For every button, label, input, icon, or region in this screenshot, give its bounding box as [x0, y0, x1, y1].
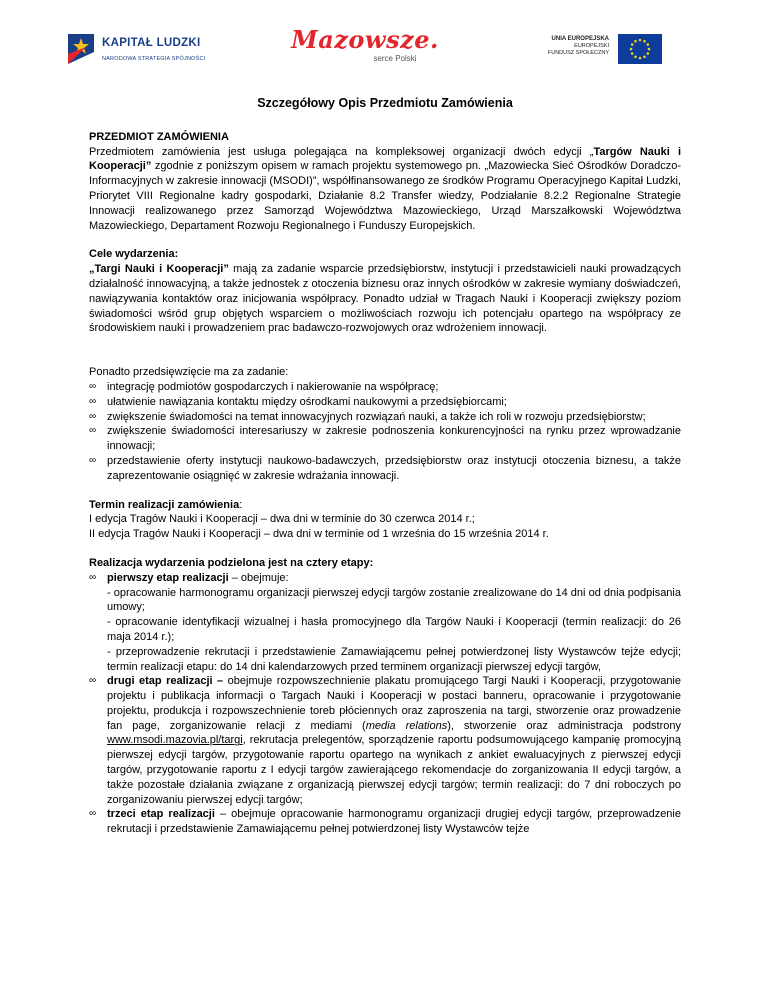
list-item-text: zwiększenie świadomości interesariuszy w zakresie podnoszenia konkurencyjności na rynku przez wprowadzanie innowacji;: [107, 425, 681, 453]
mazowsze-logo: [285, 26, 445, 70]
text-run-bold: drugi etap realizacji –: [107, 675, 224, 688]
text-run-bold: pierwszy etap realizacji: [107, 571, 229, 584]
spacer: [89, 484, 681, 498]
text-run: Przedmiotem zamówienia jest usługa polegająca na kompleksowej organizacji dwóch edycji „: [89, 145, 594, 158]
section-heading-przedmiot: PRZEDMIOT ZAMÓWIENIA: [89, 130, 229, 143]
etap-1-lead: [107, 571, 681, 586]
eu-line3: FUNDUSZ SPOŁECZNY: [547, 50, 609, 56]
list-item-etap-1: [89, 571, 681, 675]
list-item-text: integrację podmiotów gospodarczych i nakierowanie na współpracę;: [107, 380, 439, 393]
list-item: [89, 380, 681, 395]
list-item: [89, 454, 681, 484]
section-paragraph-przedmiot: [89, 145, 681, 234]
bullet-icon: ∞: [89, 808, 97, 820]
kapital-ludzki-title: KAPITAŁ LUDZKI: [102, 37, 201, 49]
section-intro-zadanie: Ponadto przedsięwzięcie ma za zadanie:: [89, 366, 289, 379]
termin-line-1: I edycja Tragów Nauki i Kooperacji – dwa dni w terminie do 30 czerwca 2014 r.;: [89, 513, 475, 526]
mazowsze-wordmark: Mazowsze.: [291, 25, 439, 54]
list-item: [89, 424, 681, 454]
bullet-icon: ∞: [89, 571, 97, 583]
spacer: [89, 336, 681, 365]
list-item-text: zwiększenie świadomości na temat innowacyjnych rozwiązań nauki, a także ich roli w rozwoju przedsiębiorstw;: [107, 410, 646, 423]
text-run: ), stworzenie oraz administracja podstrony: [447, 719, 681, 732]
list-item-etap-3: [89, 807, 681, 837]
text-run: – obejmuje opracowanie harmonogramu organizacji drugiej edycji targów, przeprowadzenie rekrutacji i przedstawienie Zamawiającemu pełnej potwierdzonej listy Wystawców tejże: [107, 808, 681, 836]
kapital-ludzki-subtitle: NARODOWA STRATEGIA SPÓJNOŚCI: [102, 56, 206, 62]
section-heading-termin: [89, 498, 681, 513]
eu-logo: [543, 34, 673, 66]
kapital-ludzki-logo: [66, 30, 236, 66]
section-paragraph-cele: [89, 262, 681, 336]
spacer: [89, 542, 681, 556]
etapy-list: [89, 571, 681, 837]
list-item: [89, 395, 681, 410]
text-run: mają za zadanie wsparcie przedsiębiorstw, instytucji i przedstawicieli nauki prowadzących działalność innowacyjną, a także jednostek z otoczenia biznesu oraz innych ośrodków w zakresie wymiany doświadczeń, nawiązywania kontaktów oraz inicjowania współpracy. Ponadto udział w Tragach Nauki i Kooperacji zwiększy poziom świadomości wśród grup objętych wsparciem o możliwościach rozwoju ich potencjału opartego na współpracy ze środowiskiem nauki i prowadzeniem prac badawczo-rozwojowych oraz wdrożeniem innowacji.: [89, 263, 681, 335]
termin-line-2: II edycja Tragów Nauki i Kooperacji – dwa dni w terminie od 1 września do 15 września 2014 r.: [89, 528, 549, 541]
zadanie-list: [89, 380, 681, 484]
bullet-icon: ∞: [89, 675, 97, 687]
bullet-icon: ∞: [89, 425, 97, 437]
text-run-bold: „Targi Nauki i Kooperacji”: [89, 263, 229, 276]
document-body: [89, 96, 681, 837]
eu-flag-icon: [618, 34, 662, 64]
text-run-italic: media relations: [365, 719, 448, 732]
text-run-bold: Targów Nauki i Kooperacji”: [89, 145, 682, 173]
msodi-link[interactable]: www.msodi.mazovia.pl/targi: [107, 734, 243, 747]
bullet-icon: ∞: [89, 380, 97, 392]
eu-text: [548, 36, 609, 57]
bullet-icon: ∞: [89, 410, 97, 422]
etap-1-subitem: - opracowanie harmonogramu organizacji pierwszej edycji targów zostanie zrealizowane do 14 dni od dnia podpisania umowy;: [107, 586, 681, 614]
kapital-ludzki-star-icon: [66, 30, 96, 66]
mazowsze-tagline: serce Polski: [373, 54, 417, 63]
list-item-text: przedstawienie oferty instytucji naukowo-badawczych, przedsiębiorstw oraz instytucji otoczenia biznesu, a także zaprezentowanie osiągnięć w zakresie wdrażania innowacji.: [107, 454, 681, 482]
text-run: zgodnie z poniższym opisem w ramach projektu systemowego pn. „Mazowiecka Sieć Ośrodków Doradczo-Informacyjnych w zakresie innowacji (MSODI)”, współfinansowanego ze środków Programu Operacyjnego Kapitał Ludzki, Priorytet VIII Regionalne kadry gospodarki, Działanie 8.2 Transfer wiedzy, Podziałanie 8.2.2 Regionalne Strategie Innowacji realizowanego przez Samorząd Województwa Mazowieckiego, Urząd Marszałkowski Województwa Mazowieckiego, Departament Rozwoju Regionalnego i Funduszy Europejskich.: [89, 160, 681, 232]
text-run-bold: Termin realizacji zamówienia: [89, 498, 240, 511]
spacer: [89, 233, 681, 247]
text-run: – obejmuje:: [228, 571, 289, 584]
bullet-icon: ∞: [89, 454, 97, 466]
etap-1-subitem: - opracowanie identyfikacji wizualnej i hasła promocyjnego dla Targów Nauki i Kooperacji (termin realizacji: do 26 maja 2014 r.);: [107, 616, 681, 643]
list-item-text: ułatwienie nawiązania kontaktu między ośrodkami naukowymi a przedsiębiorcami;: [107, 395, 507, 408]
etap-3-text: [107, 807, 681, 837]
text-run: obejmuje rozpowszechnienie plakatu promującego Targi Nauki i Kooperacji, przygotowanie projektu i publikacja informacji o Targach Nauki i Kooperacji w postaci banneru, opracowanie i przygotowanie projektu, produkcja i rozpowszechnienie toreb płóciennych oraz zaproszenia na targi, stworzenie oraz prowadzenie fan page, zorganizowanie relacji z mediami (: [107, 675, 681, 732]
text-run: , rekrutacja prelegentów, sporządzenie raportu podsumowującego kampanię promocyjną pierwszej edycji targów, przygotowanie raportu opartego na wynikach z ankiet ewaluacyjnych z pierwszej edycji targów, przygotowanie raportu z I edycji targów zawierającego rekomendacje do zorganizowania II edycji targów, a także pozostałe działania związane z organizacją pierwszej edycji targów; termin realizacji: do 7 dni roboczych po zorganizowaniu pierwszej edycji targów;: [107, 734, 681, 806]
list-item-etap-2: [89, 674, 681, 807]
etap-2-text: [107, 674, 681, 807]
eu-line1: UNIA EUROPEJSKA: [551, 36, 609, 42]
text-run: :: [239, 498, 243, 511]
etap-1-subitem: - przeprowadzenie rekrutacji i przedstawienie Zamawiającemu pełnej potwierdzonej listy Wystawców tejże edycji; termin realizacji etapu: do 14 dni kalendarzowych przed terminem organizacji pierwszej edycji targów,: [107, 645, 681, 673]
section-heading-cele: Cele wydarzenia:: [89, 248, 179, 261]
text-run-bold: trzeci etap realizacji: [107, 808, 215, 821]
eu-line2: EUROPEJSKI: [574, 43, 609, 49]
document-header: [0, 26, 768, 72]
document-title: Szczegółowy Opis Przedmiotu Zamówienia: [257, 96, 513, 110]
section-heading-etapy: Realizacja wydarzenia podzielona jest na cztery etapy:: [89, 556, 374, 569]
list-item: [89, 410, 681, 425]
bullet-icon: ∞: [89, 395, 97, 407]
